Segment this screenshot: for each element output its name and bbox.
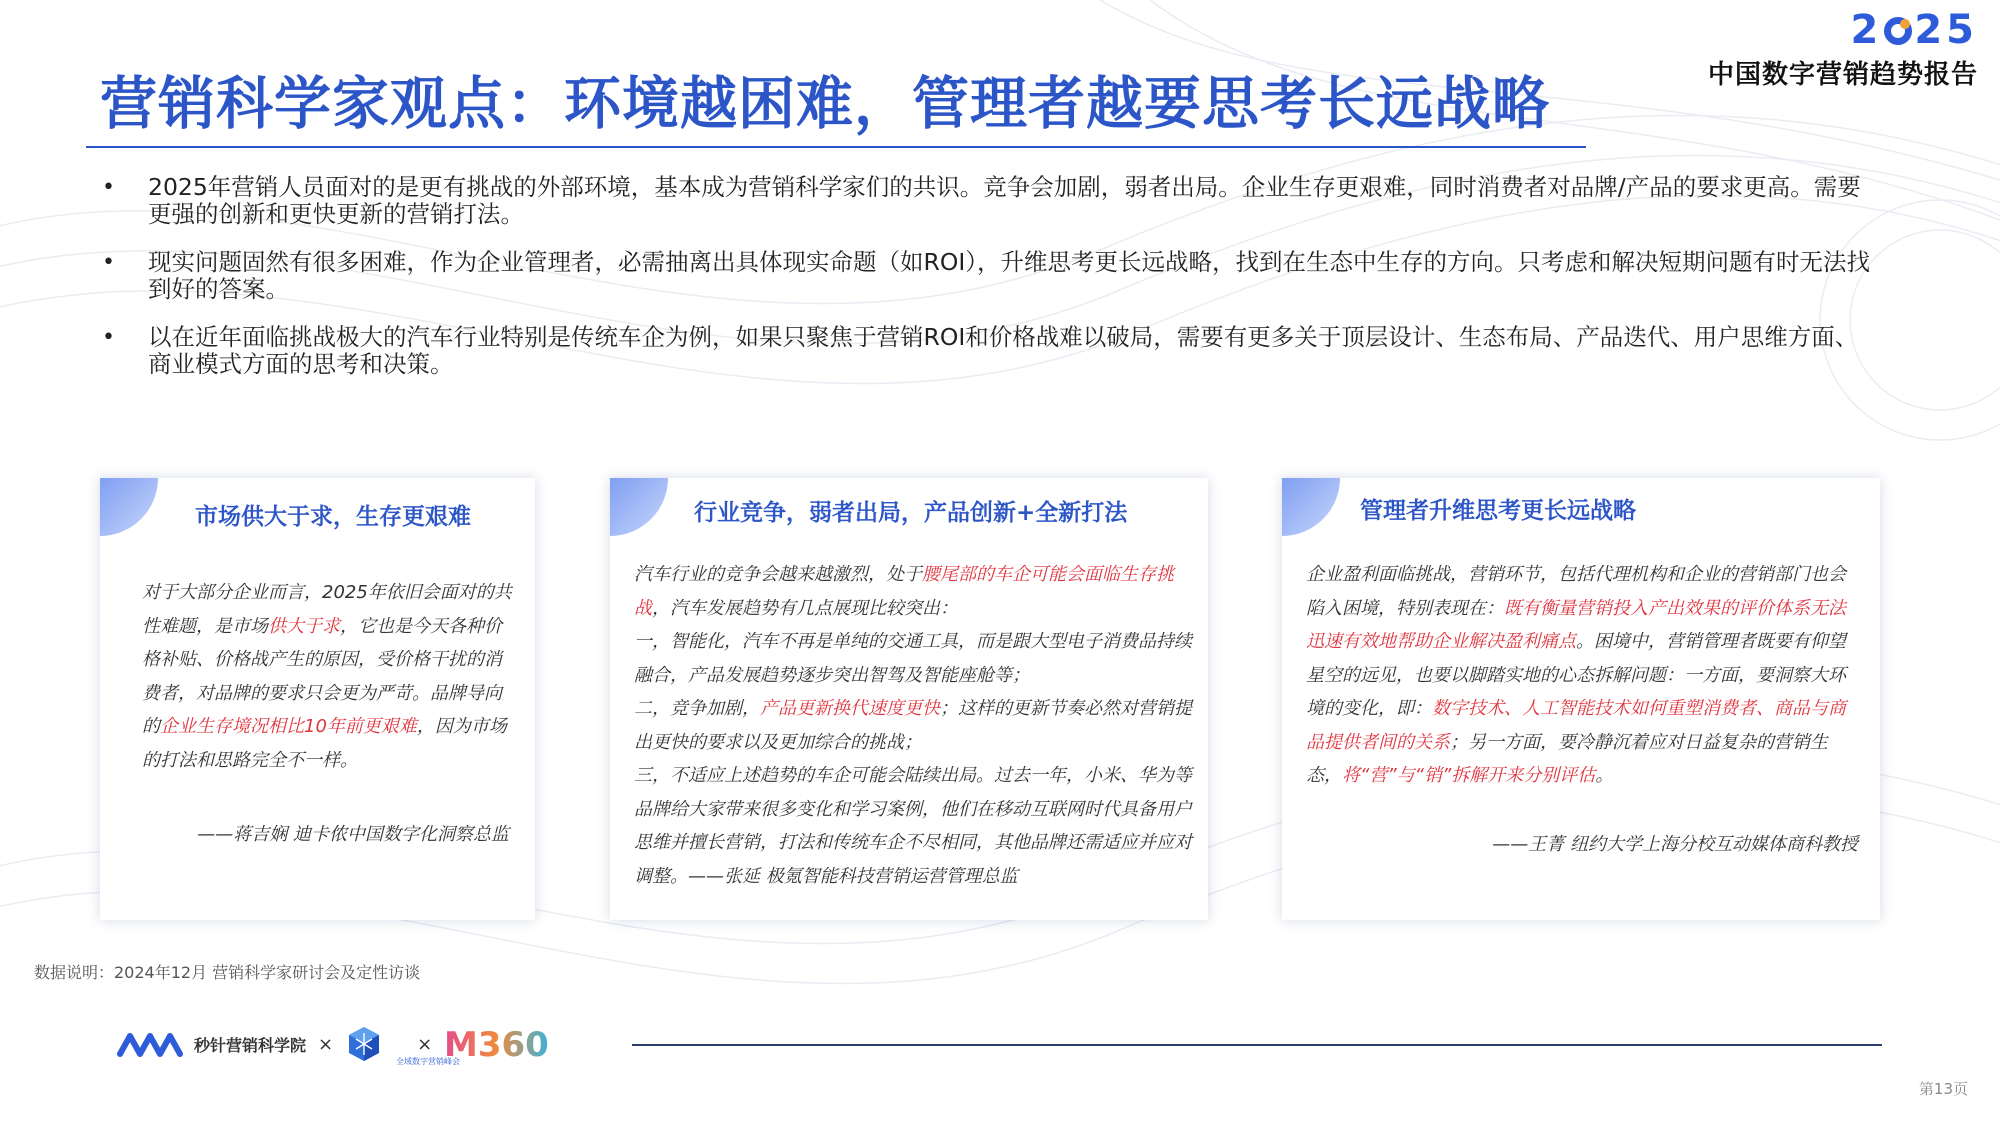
card-body-text: 汽车行业的竞争会越来越激烈，处于 [634,564,922,585]
card-highlight-text: 腰尾部的车企可能会面临生存挑战 [634,564,1174,619]
card-body [142,576,514,777]
card-highlight-text: 数字技术、人工智能技术如何重塑消费者、商品与商品提供者间的关系 [1306,698,1846,753]
times-separator: × [318,1033,334,1055]
card-highlight-text: 将“营”与“销”拆解开来分别评估 [1342,765,1596,786]
quote-card-industry [610,478,1208,920]
times-separator: × [417,1033,433,1055]
quote-card-market [100,478,535,920]
card-highlight-text: 企业生存境况相比10年前更艰难 [160,716,417,737]
card-body-text: ，因为市场的打法和思路完全不一样。 [142,716,507,771]
page-title: 营销科学家观点：环境越困难，管理者越要思考长远战略 [100,71,1550,137]
bullet-item [100,174,1870,228]
bullet-dot-icon: • [102,325,115,350]
bullet-list [100,174,1870,399]
bullet-text: 2025年营销人员面对的是更有挑战的外部环境，基本成为营销科学家们的共识。竞争会加剧，弱者出局。企业生存更艰难，同时消费者对品牌/产品的要求更高。需要更强的创新和更快更新的营销打法。 [148,173,1861,228]
card-heading: 行业竞争，弱者出局，产品创新+全新打法 [694,500,1128,526]
svg-text:M360: M360 [444,1025,550,1065]
card-body-text: 。 [1595,765,1614,786]
partner-logos [118,1020,550,1068]
bullet-dot-icon: • [102,250,115,275]
summit-logo-caption: 全域数字营销峰会 [396,1057,460,1066]
miaozhen-logo-name: 秒针营销科学院 [194,1035,307,1055]
page-number: 第13页 [1918,1080,1968,1098]
bullet-item [100,249,1870,303]
brand-year: 2 25 [1850,7,1978,53]
data-source-note: 数据说明：2024年12月 营销科学家研讨会及定性访谈 [34,963,421,982]
card-body-text: 。困境中，营销管理者既要有仰望星空的远见，也要以脚踏实地的心态拆解问题：一方面，要洞察大环境的变化，即： [1306,631,1846,719]
card-signature: ——蒋吉娴 迪卡侬中国数字化洞察总监 [197,824,509,845]
miaozhen-logo-icon [118,1028,184,1060]
card-body [1306,558,1854,793]
card-highlight-text: 既有衡量营销投入产出效果的评价体系无法迅速有效地帮助企业解决盈利痛点 [1306,597,1846,652]
bullet-text: 以在近年面临挑战极大的汽车行业特别是传统车企为例，如果只聚焦于营销ROI和价格战难以破局，需要有更多关于顶层设计、生态布局、产品迭代、用户思维方面、商业模式方面的思考和决策。 [148,323,1859,378]
card-highlight-text: 产品更新换代速度更快 [760,698,940,719]
bullet-item [100,324,1870,378]
card-heading: 管理者升维思考更长远战略 [1360,498,1636,524]
footer-rule [632,1044,1882,1046]
card-corner-decoration [100,478,158,536]
card-body-text: 对于大部分企业而言，2025年依旧会面对的共性难题，是市场 [142,582,512,637]
card-body [634,558,1192,893]
card-body-text: 企业盈利面临挑战，营销环节，包括代理机构和企业的营销部门也会陷入困境，特别表现在： [1306,564,1846,619]
card-corner-decoration [610,478,668,536]
card-signature: ——王菁 纽约大学上海分校互动媒体商科教授 [1492,834,1858,855]
brand-year-o-mark [1884,17,1912,45]
card-highlight-text: 供大于求 [268,615,340,637]
card-body-text: ，汽车发展趋势有几点展现比较突出： 一，智能化，汽车不再是单纯的交通工具，而是跟大型电子消费品持续融合，产品发展趋势逐步突出智驾及智能座舱等； 二，竞争加剧， [634,597,1192,719]
card-body-text: ；这样的更新节奏必然对营销提出更快的要求以及更加综合的挑战； 三，不适应上述趋势的车企可能会陆续出局。过去一年，小米、华为等品牌给大家带来很多变化和学习案例，他们在移动互联网时代具备用户思维并擅长营销，打法和传统车企不尽相同，其他品牌还需适应并应对调整。——张延 极氪智能科技营销运营管理总监 [634,698,1192,887]
report-brand [1708,8,1978,91]
title-underline [86,146,1586,148]
card-heading: 市场供大于求，生存更艰难 [195,504,471,530]
brand-subtitle: 中国数字营销趋势报告 [1707,60,1978,90]
card-body-text: ；另一方面，要冷静沉着应对日益复杂的营销生态， [1306,731,1828,786]
card-body-text: ，它也是今天各种价格补贴、价格战产生的原因，受价格干扰的消费者，对品牌的要求只会更为严苛。品牌导向的 [142,615,502,737]
summit-logo-icon [345,1025,383,1063]
bullet-dot-icon: • [102,175,115,200]
card-corner-decoration [1282,478,1340,536]
bullet-text: 现实问题固然有很多困难，作为企业管理者，必需抽离出具体现实命题（如ROI），升维思考更长远战略，找到在生态中生存的方向。只考虑和解决短期问题有时无法找到好的答案。 [148,248,1871,303]
quote-card-strategy [1282,478,1880,920]
